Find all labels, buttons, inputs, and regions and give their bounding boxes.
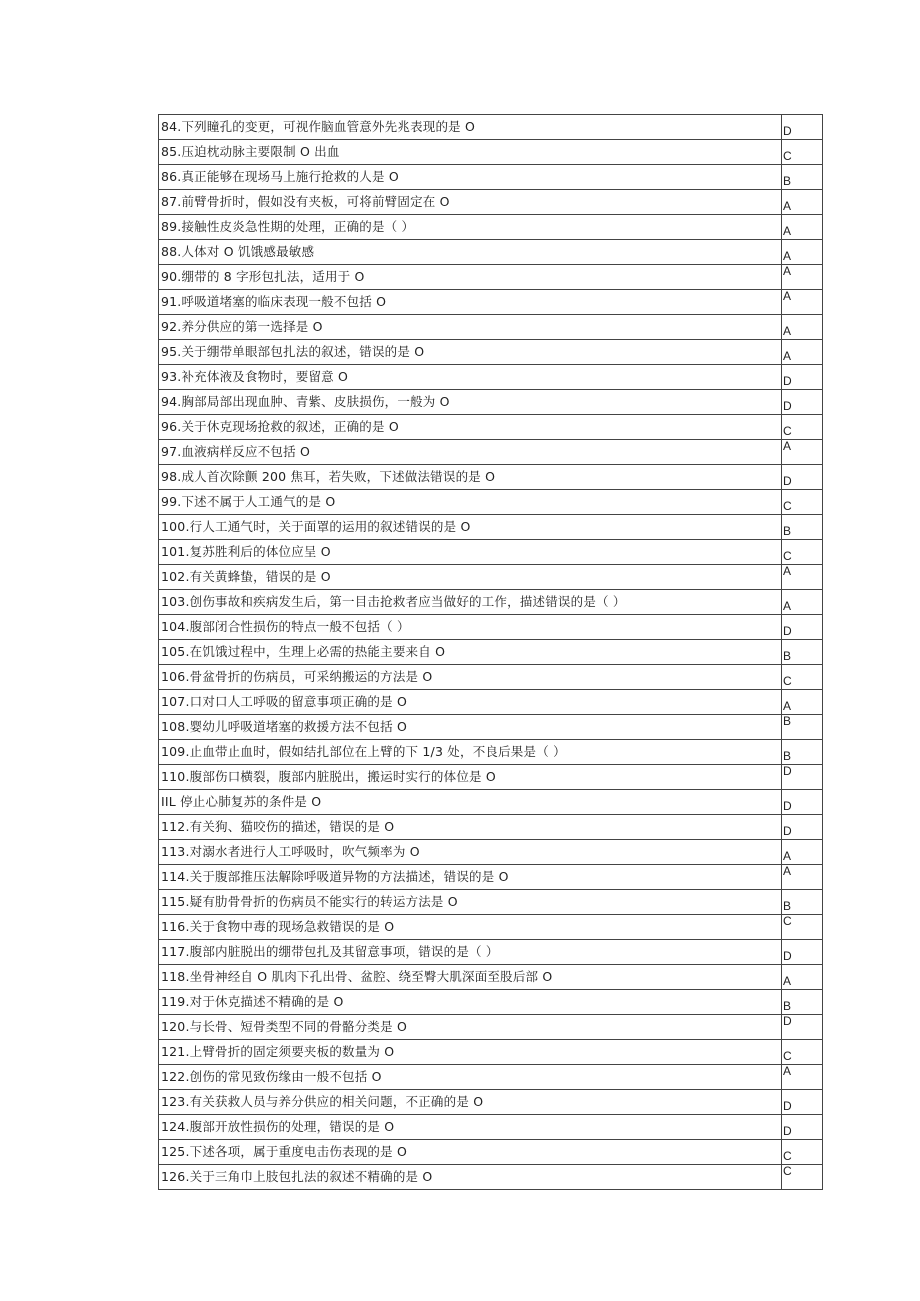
answer-letter: D	[783, 1099, 792, 1113]
answer-cell	[782, 915, 823, 940]
question-cell: 124.腹部开放性损伤的处理，错误的是 O	[159, 1115, 782, 1140]
answer-cell	[782, 1015, 823, 1040]
table-row	[159, 565, 823, 590]
answer-cell	[782, 1040, 823, 1065]
answer-cell	[782, 415, 823, 440]
answer-cell	[782, 140, 823, 165]
answer-letter: D	[783, 399, 792, 413]
question-cell: 86.真正能够在现场马上施行抢救的人是 O	[159, 165, 782, 190]
answer-letter: D	[783, 799, 792, 813]
table-row	[159, 1090, 823, 1115]
table-row	[159, 290, 823, 315]
table-row	[159, 990, 823, 1015]
question-cell: IIL 停止心肺复苏的条件是 O	[159, 790, 782, 815]
answer-letter: A	[783, 864, 792, 878]
answer-cell	[782, 365, 823, 390]
answer-cell	[782, 565, 823, 590]
answer-cell	[782, 790, 823, 815]
answer-cell	[782, 965, 823, 990]
answer-letter: A	[783, 199, 792, 213]
question-cell: 84.下列瞳孔的变更，可视作脑血管意外先兆表现的是 O	[159, 115, 782, 140]
table-row	[159, 1115, 823, 1140]
answer-letter: A	[783, 289, 792, 303]
answer-cell	[782, 340, 823, 365]
table-row	[159, 1140, 823, 1165]
question-cell: 112.有关狗、猫咬伤的描述，错误的是 O	[159, 815, 782, 840]
answer-cell	[782, 540, 823, 565]
answer-cell	[782, 315, 823, 340]
table-row	[159, 115, 823, 140]
table-row	[159, 540, 823, 565]
question-cell: 117.腹部内脏脱出的绷带包扎及其留意事项，错误的是（ ）	[159, 940, 782, 965]
table-row	[159, 390, 823, 415]
question-cell: 93.补充体液及食物时，要留意 O	[159, 365, 782, 390]
answer-table	[158, 114, 823, 1190]
answer-cell	[782, 290, 823, 315]
table-row	[159, 940, 823, 965]
question-cell: 113.对溺水者进行人工呼吸时，吹气频率为 O	[159, 840, 782, 865]
table-row	[159, 1165, 823, 1190]
table-row	[159, 215, 823, 240]
answer-cell	[782, 640, 823, 665]
answer-cell	[782, 390, 823, 415]
answer-cell	[782, 240, 823, 265]
table-row	[159, 1065, 823, 1090]
question-cell: 101.复苏胜利后的体位应呈 O	[159, 540, 782, 565]
table-row	[159, 165, 823, 190]
answer-letter: D	[783, 949, 792, 963]
table-row	[159, 890, 823, 915]
question-cell: 125.下述各项，属于重度电击伤表现的是 O	[159, 1140, 782, 1165]
table-row	[159, 465, 823, 490]
table-row	[159, 190, 823, 215]
question-cell: 95.关于绷带单眼部包扎法的叙述，错误的是 O	[159, 340, 782, 365]
table-row	[159, 840, 823, 865]
answer-letter: C	[783, 1149, 792, 1163]
table-row	[159, 440, 823, 465]
answer-letter: D	[783, 824, 792, 838]
table-row	[159, 740, 823, 765]
answer-letter: C	[783, 674, 792, 688]
table-row	[159, 665, 823, 690]
question-cell: 91.呼吸道堵塞的临床表现一般不包括 O	[159, 290, 782, 315]
question-cell: 87.前臂骨折时，假如没有夹板，可将前臂固定在 O	[159, 190, 782, 215]
answer-cell	[782, 665, 823, 690]
answer-letter: B	[783, 714, 792, 728]
table-row	[159, 615, 823, 640]
question-cell: 90.绷带的 8 字形包扎法，适用于 O	[159, 265, 782, 290]
table-row	[159, 265, 823, 290]
table-row	[159, 640, 823, 665]
answer-letter: B	[783, 899, 792, 913]
answer-letter: B	[783, 174, 792, 188]
question-cell: 88.人体对 O 饥饿感最敏感	[159, 240, 782, 265]
question-cell: 107.口对口人工呼吸的留意事项正确的是 O	[159, 690, 782, 715]
answer-cell	[782, 740, 823, 765]
question-cell: 100.行人工通气时，关于面罩的运用的叙述错误的是 O	[159, 515, 782, 540]
table-row	[159, 690, 823, 715]
table-row	[159, 1015, 823, 1040]
question-cell: 99.下述不属于人工通气的是 O	[159, 490, 782, 515]
answer-letter: C	[783, 549, 792, 563]
table-row	[159, 1040, 823, 1065]
answer-letter: A	[783, 974, 792, 988]
answer-letter: B	[783, 749, 792, 763]
table-row	[159, 765, 823, 790]
answer-cell	[782, 690, 823, 715]
answer-letter: C	[783, 149, 792, 163]
table-row	[159, 915, 823, 940]
question-cell: 102.有关黄蜂蛰，错误的是 O	[159, 565, 782, 590]
question-cell: 109.止血带止血时，假如结扎部位在上臂的下 1/3 处，不良后果是（ ）	[159, 740, 782, 765]
table-row	[159, 515, 823, 540]
question-cell: 120.与长骨、短骨类型不同的骨骼分类是 O	[159, 1015, 782, 1040]
table-row	[159, 590, 823, 615]
answer-letter: D	[783, 374, 792, 388]
question-cell: 97.血液病样反应不包括 O	[159, 440, 782, 465]
answer-letter: A	[783, 1064, 792, 1078]
answer-letter: A	[783, 324, 792, 338]
table-row	[159, 365, 823, 390]
answer-letter: C	[783, 1164, 792, 1178]
answer-letter: A	[783, 264, 792, 278]
answer-letter: D	[783, 474, 792, 488]
answer-cell	[782, 115, 823, 140]
question-cell: 108.婴幼儿呼吸道堵塞的救援方法不包括 O	[159, 715, 782, 740]
table-row	[159, 815, 823, 840]
table-row	[159, 865, 823, 890]
answer-cell	[782, 990, 823, 1015]
answer-cell	[782, 865, 823, 890]
answer-cell	[782, 715, 823, 740]
answer-letter: A	[783, 699, 792, 713]
answer-cell	[782, 1090, 823, 1115]
answer-letter: A	[783, 349, 792, 363]
question-cell: 98.成人首次除颤 200 焦耳，若失败，下述做法错误的是 O	[159, 465, 782, 490]
answer-letter: A	[783, 224, 792, 238]
answer-letter: C	[783, 914, 792, 928]
question-cell: 118.坐骨神经自 O 肌肉下孔出骨、盆腔、绕至臀大肌深面至股后部 O	[159, 965, 782, 990]
answer-cell	[782, 590, 823, 615]
answer-cell	[782, 515, 823, 540]
answer-cell	[782, 440, 823, 465]
answer-letter: A	[783, 849, 792, 863]
question-cell: 96.关于休克现场抢救的叙述，正确的是 O	[159, 415, 782, 440]
answer-letter: B	[783, 524, 792, 538]
answer-cell	[782, 615, 823, 640]
question-cell: 122.创伤的常见致伤缘由一般不包括 O	[159, 1065, 782, 1090]
table-row	[159, 790, 823, 815]
question-cell: 126.关于三角巾上肢包扎法的叙述不精确的是 O	[159, 1165, 782, 1190]
question-cell: 85.压迫枕动脉主要限制 O 出血	[159, 140, 782, 165]
question-cell: 105.在饥饿过程中，生理上必需的热能主要来自 O	[159, 640, 782, 665]
answer-letter: A	[783, 439, 792, 453]
table-row	[159, 490, 823, 515]
answer-letter: A	[783, 564, 792, 578]
question-cell: 104.腹部闭合性损伤的特点一般不包括（ ）	[159, 615, 782, 640]
answer-cell	[782, 815, 823, 840]
answer-letter: D	[783, 624, 792, 638]
answer-table-body	[159, 115, 823, 1190]
answer-letter: A	[783, 599, 792, 613]
question-cell: 115.疑有肋骨骨折的伤病员不能实行的转运方法是 O	[159, 890, 782, 915]
question-cell: 106.骨盆骨折的伤病员，可采纳搬运的方法是 O	[159, 665, 782, 690]
question-cell: 114.关于腹部推压法解除呼吸道异物的方法描述，错误的是 O	[159, 865, 782, 890]
answer-letter: D	[783, 1124, 792, 1138]
question-cell: 116.关于食物中毒的现场急救错误的是 O	[159, 915, 782, 940]
answer-cell	[782, 1165, 823, 1190]
answer-letter: A	[783, 249, 792, 263]
answer-letter: D	[783, 1014, 792, 1028]
answer-cell	[782, 190, 823, 215]
question-cell: 94.胸部局部出现血肿、青紫、皮肤损伤，一般为 O	[159, 390, 782, 415]
answer-cell	[782, 165, 823, 190]
answer-cell	[782, 890, 823, 915]
answer-letter: D	[783, 764, 792, 778]
answer-cell	[782, 1115, 823, 1140]
table-row	[159, 140, 823, 165]
table-row	[159, 965, 823, 990]
answer-cell	[782, 265, 823, 290]
answer-letter: C	[783, 1049, 792, 1063]
question-cell: 92.养分供应的第一选择是 O	[159, 315, 782, 340]
question-cell: 121.上臂骨折的固定须要夹板的数量为 O	[159, 1040, 782, 1065]
question-cell: 89.接触性皮炎急性期的处理，正确的是（ ）	[159, 215, 782, 240]
answer-cell	[782, 840, 823, 865]
answer-letter: C	[783, 499, 792, 513]
answer-letter: D	[783, 124, 792, 138]
answer-cell	[782, 490, 823, 515]
answer-cell	[782, 215, 823, 240]
answer-cell	[782, 465, 823, 490]
answer-letter: B	[783, 649, 792, 663]
answer-cell	[782, 1140, 823, 1165]
question-cell: 123.有关获救人员与养分供应的相关问题，不正确的是 O	[159, 1090, 782, 1115]
table-row	[159, 715, 823, 740]
table-row	[159, 240, 823, 265]
question-cell: 119.对于休克描述不精确的是 O	[159, 990, 782, 1015]
answer-cell	[782, 940, 823, 965]
table-row	[159, 415, 823, 440]
table-row	[159, 315, 823, 340]
answer-letter: B	[783, 999, 792, 1013]
table-row	[159, 340, 823, 365]
question-cell: 103.创伤事故和疾病发生后，第一目击抢救者应当做好的工作，描述错误的是（ ）	[159, 590, 782, 615]
question-cell: 110.腹部伤口横裂，腹部内脏脱出，搬运时实行的体位是 O	[159, 765, 782, 790]
answer-cell	[782, 765, 823, 790]
answer-letter: C	[783, 424, 792, 438]
answer-cell	[782, 1065, 823, 1090]
